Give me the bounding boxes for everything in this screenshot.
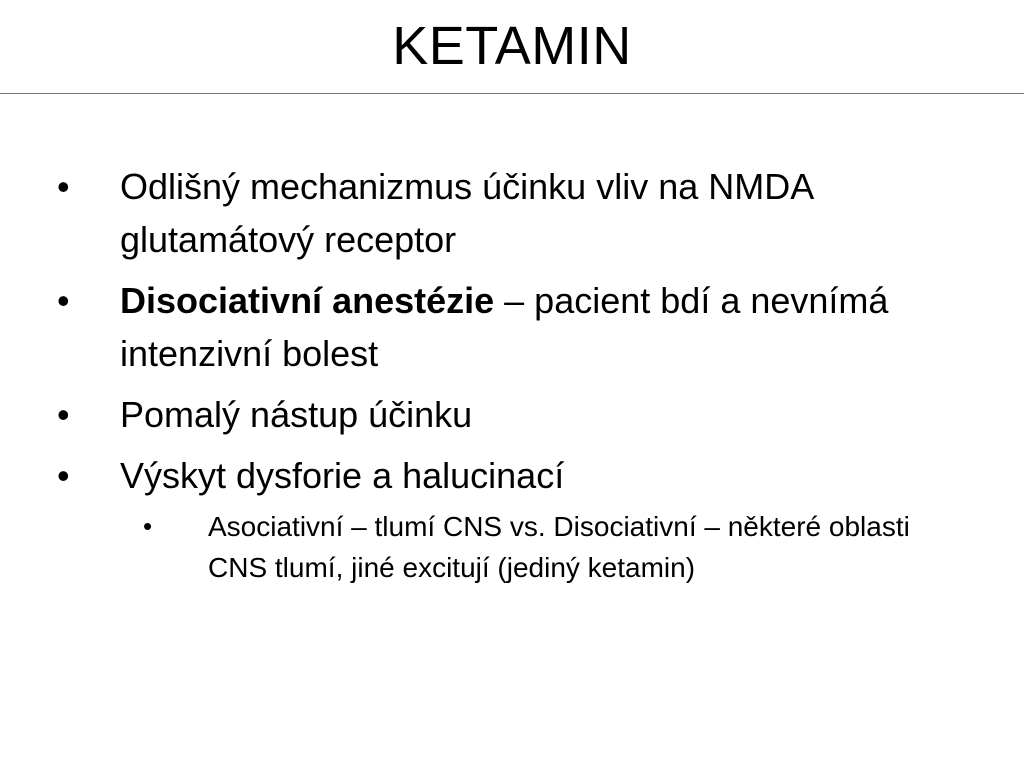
bullet-item — [0, 160, 1024, 266]
bullet-icon: • — [57, 394, 70, 435]
bullet-item — [0, 449, 1024, 502]
bullet-text: Výskyt dysforie a halucinací — [120, 455, 565, 496]
bullet-text: Pomalý nástup účinku — [120, 394, 473, 435]
sub-bullet-item — [0, 506, 1024, 588]
bullet-text: Odlišný mechanizmus účinku vliv na NMDA glutamátový receptor — [120, 166, 813, 260]
bullet-list — [0, 160, 1024, 588]
bullet-icon: • — [57, 280, 70, 321]
bullet-icon: • — [57, 166, 70, 207]
bullet-bold-text: Disociativní anestézie — [120, 280, 495, 321]
bullet-item — [0, 388, 1024, 441]
slide-title: KETAMIN — [392, 16, 632, 76]
sub-bullet-text: Asociativní – tlumí CNS vs. Disociativní – některé oblasti CNS tlumí, jiné excitují (jediný ketamin) — [208, 511, 910, 583]
title-divider — [0, 93, 1024, 94]
bullet-text: – pacient bdí a nevnímá intenzivní bolest — [120, 280, 889, 374]
bullet-icon: • — [57, 455, 70, 496]
bullet-item — [0, 274, 1024, 380]
sub-bullet-icon: • — [143, 511, 153, 541]
